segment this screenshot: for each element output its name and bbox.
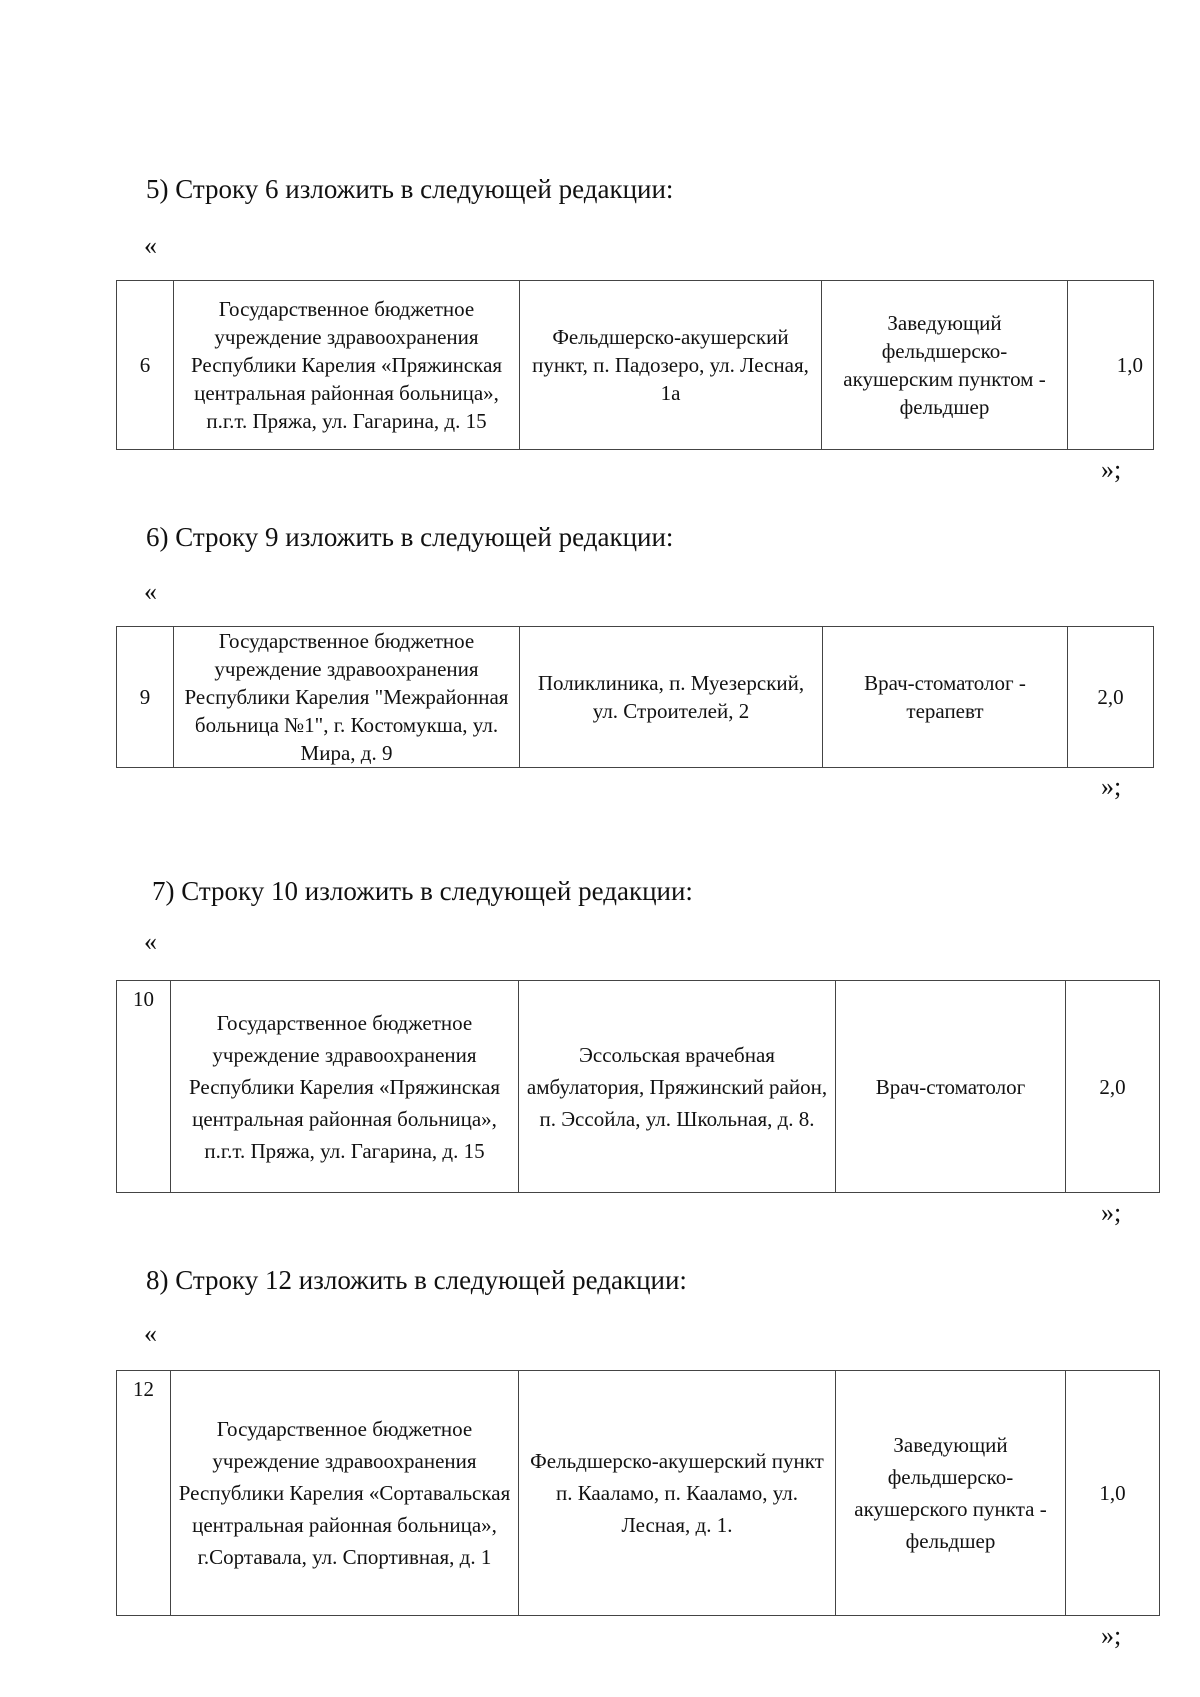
close-quote: »; xyxy=(1101,1621,1122,1650)
close-quote: »; xyxy=(1101,1198,1122,1227)
table-row xyxy=(117,281,1154,450)
location-cell: Фельдшерско-акушерский пункт п. Кааламо, п. Кааламо, ул. Лесная, д. 1. xyxy=(519,1371,836,1616)
section-heading-5: 5) Строку 6 изложить в следующей редакции: xyxy=(146,174,674,204)
section-heading-7: 7) Строку 10 изложить в следующей редакции: xyxy=(152,876,693,906)
section-heading-8: 8) Строку 12 изложить в следующей редакции: xyxy=(146,1265,687,1295)
open-quote: « xyxy=(144,231,157,260)
institution-cell: Государственное бюджетное учреждение здравоохранения Республики Карелия «Пряжинская центральная районная больница», п.г.т. Пряжа, ул. Гагарина, д. 15 xyxy=(171,981,519,1193)
institution-cell: Государственное бюджетное учреждение здравоохранения Республики Карелия «Сортавальская центральная районная больница», г.Сортавала, ул. Спортивная, д. 1 xyxy=(171,1371,519,1616)
position-cell: Врач-стоматолог xyxy=(836,981,1066,1193)
amendment-table-row-9 xyxy=(116,626,1154,768)
row-number-cell: 12 xyxy=(117,1371,171,1616)
open-quote: « xyxy=(144,577,157,606)
institution-cell: Государственное бюджетное учреждение здравоохранения Республики Карелия «Пряжинская центральная районная больница», п.г.т. Пряжа, ул. Гагарина, д. 15 xyxy=(174,281,520,450)
open-quote: « xyxy=(144,927,157,956)
position-cell: Заведующий фельдшерско-акушерского пункта - фельдшер xyxy=(836,1371,1066,1616)
rate-cell: 2,0 xyxy=(1068,627,1154,768)
rate-cell: 1,0 xyxy=(1066,1371,1160,1616)
close-quote: »; xyxy=(1101,455,1122,484)
location-cell: Эссольская врачебная амбулатория, Пряжинский район, п. Эссойла, ул. Школьная, д. 8. xyxy=(519,981,836,1193)
amendment-table-row-6 xyxy=(116,280,1154,450)
amendment-table-row-12 xyxy=(116,1370,1160,1616)
table-row xyxy=(117,1371,1160,1616)
section-heading-6: 6) Строку 9 изложить в следующей редакции: xyxy=(146,522,674,552)
position-cell: Врач-стоматолог - терапевт xyxy=(823,627,1068,768)
row-number-cell: 9 xyxy=(117,627,174,768)
rate-cell: 2,0 xyxy=(1066,981,1160,1193)
close-quote: »; xyxy=(1101,772,1122,801)
table-row xyxy=(117,981,1160,1193)
row-number-cell: 10 xyxy=(117,981,171,1193)
institution-cell: Государственное бюджетное учреждение здравоохранения Республики Карелия "Межрайонная больница №1", г. Костомукша, ул. Мира, д. 9 xyxy=(174,627,520,768)
rate-cell: 1,0 xyxy=(1068,281,1154,450)
row-number-cell: 6 xyxy=(117,281,174,450)
location-cell: Фельдшерско-акушерский пункт, п. Падозеро, ул. Лесная, 1а xyxy=(520,281,822,450)
position-cell: Заведующий фельдшерско-акушерским пунктом - фельдшер xyxy=(822,281,1068,450)
table-row xyxy=(117,627,1154,768)
location-cell: Поликлиника, п. Муезерский, ул. Строителей, 2 xyxy=(520,627,823,768)
open-quote: « xyxy=(144,1319,157,1348)
amendment-table-row-10 xyxy=(116,980,1160,1193)
